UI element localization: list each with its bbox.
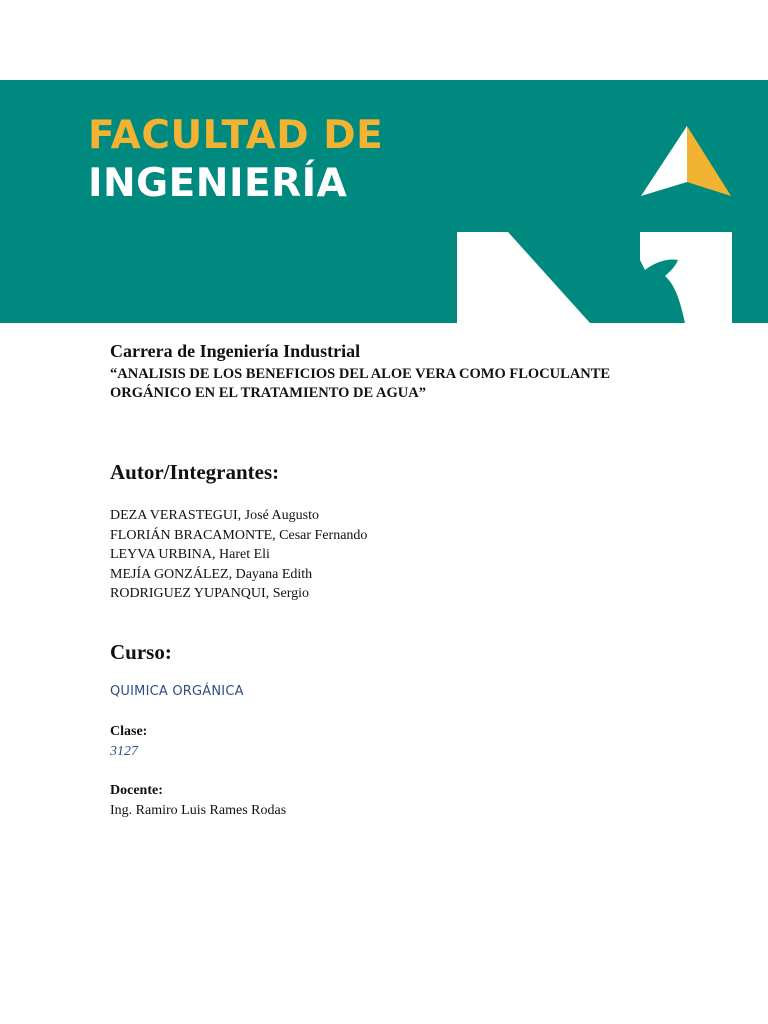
list-item: LEYVA URBINA, Haret Eli: [110, 547, 270, 562]
teacher-name: Ing. Ramiro Luis Rames Rodas: [110, 803, 287, 818]
faculty-title-line2: INGENIERÍA: [88, 161, 348, 206]
header-banner: [0, 80, 768, 323]
teacher-heading: Docente:: [110, 783, 163, 798]
career-name: Carrera de Ingeniería Industrial: [110, 341, 361, 361]
course-heading: Curso:: [110, 640, 172, 664]
thesis-title: “ANALISIS DE LOS BENEFICIOS DEL ALOE VERA COMO FLOCULANTE ORGÁNICO EN EL TRATAMIENTO DE AGUA”: [110, 366, 611, 401]
list-item: MEJÍA GONZÁLEZ, Dayana Edith: [110, 566, 313, 582]
class-number: 3127: [110, 744, 138, 759]
faculty-title-line1: FACULTAD DE: [88, 113, 384, 158]
list-item: RODRIGUEZ YUPANQUI, Sergio: [110, 586, 309, 601]
authors-heading: Autor/Integrantes:: [110, 460, 280, 484]
authors-list: [110, 506, 367, 604]
course-name: QUIMICA ORGÁNICA: [110, 684, 244, 699]
university-logo-icon: [0, 80, 768, 323]
list-item: DEZA VERASTEGUI, José Augusto: [110, 508, 319, 523]
list-item: FLORIÁN BRACAMONTE, Cesar Fernando: [110, 527, 368, 543]
class-heading: Clase:: [110, 724, 148, 739]
